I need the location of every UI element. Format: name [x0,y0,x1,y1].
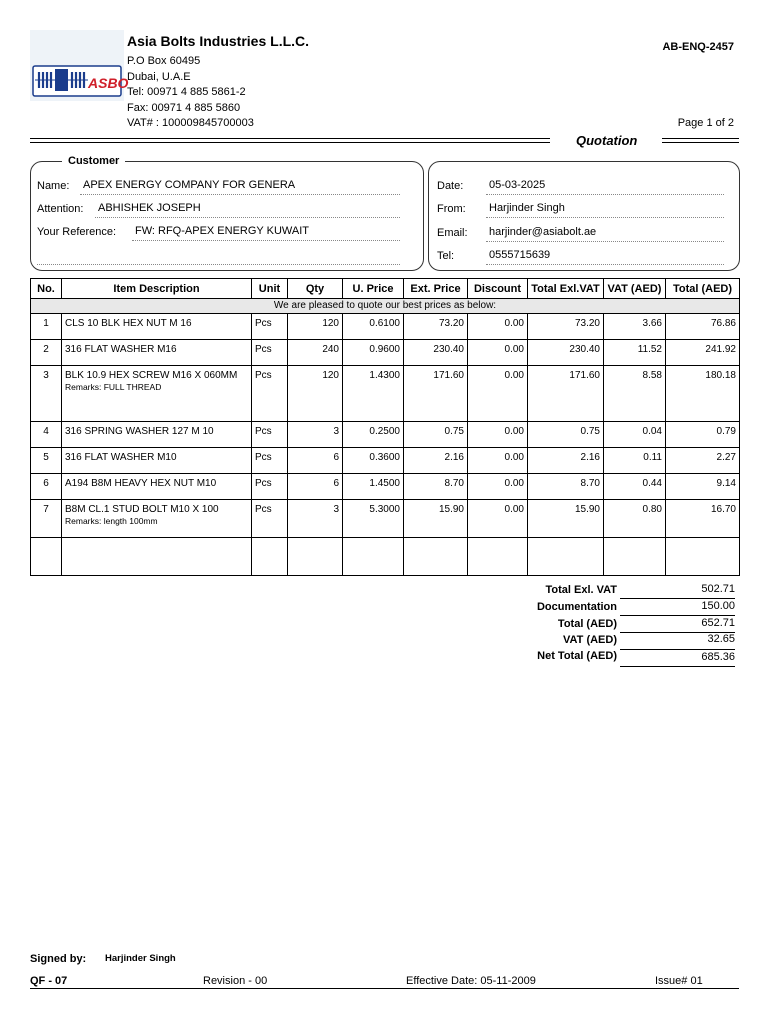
cell-desc [62,366,252,422]
cell-unit [252,448,288,474]
cell-unit [252,422,288,448]
cell-value: 0.00 [504,504,524,515]
documentation-label: Documentation [536,601,617,613]
cell-value: 16.70 [710,504,736,515]
dotted-line [486,217,724,218]
revision: Revision - 00 [203,975,268,987]
cell-ext [404,448,468,474]
cell-unit [252,474,288,500]
cell-ext [404,500,468,538]
cell-exvat [528,314,604,340]
cell-no [31,314,62,340]
cell-total [666,340,740,366]
tel-label: Tel: [437,250,455,262]
items-table [30,278,740,576]
from-label: From: [437,203,466,215]
col-header-qty: Qty [288,279,343,299]
footer-divider [30,988,739,989]
cell-value: Pcs [255,370,272,381]
table-row-empty [31,538,740,576]
cell-exvat [528,500,604,538]
cell-value: 241.92 [705,344,736,355]
date-value: 05-03-2025 [489,179,546,191]
cell-vat [604,422,666,448]
address-line: P.O Box 60495 [127,55,201,67]
table-row [31,422,740,448]
cell-value: 2.16 [580,452,600,463]
cell-no [31,474,62,500]
cell-value: 5 [43,452,49,463]
cell-uprice [343,422,404,448]
cell-no [31,500,62,538]
cell-value: 0.00 [504,370,524,381]
page-indicator: Page 1 of 2 [677,117,734,129]
cell-disc [468,448,528,474]
cell-value: 0.00 [504,452,524,463]
col-header-ext-price: Ext. Price [404,279,468,299]
cell-disc [468,340,528,366]
cell-uprice [343,474,404,500]
table-row [31,340,740,366]
cell-value: 1.4500 [369,478,400,489]
cell-value: 6 [333,452,339,463]
table-row [31,500,740,538]
cell-value: Pcs [255,318,272,329]
cell-value: 3 [43,370,49,381]
cell-total [666,314,740,340]
item-description: 316 SPRING WASHER 127 M 10 [65,426,214,437]
cell-value: 76.86 [710,318,736,329]
cell-qty [288,314,343,340]
totals-divider [620,598,735,599]
empty-cell [604,538,666,576]
cell-value: 5.3000 [369,504,400,515]
cell-value: 0.00 [504,318,524,329]
cell-ext [404,474,468,500]
cell-qty [288,474,343,500]
customer-box [30,161,424,271]
total-aed-value: 652.71 [701,617,735,629]
cell-total [666,500,740,538]
cell-value: 180.18 [705,370,736,381]
table-row [31,474,740,500]
cell-exvat [528,474,604,500]
cell-no [31,448,62,474]
dotted-line [80,194,400,195]
cell-vat [604,474,666,500]
email-value[interactable]: harjinder@asiabolt.ae [489,226,597,238]
attention-label: Attention: [37,203,84,215]
cell-unit [252,366,288,422]
email-label: Email: [437,227,468,239]
attention-value: ABHISHEK JOSEPH [98,202,201,214]
cell-desc [62,500,252,538]
empty-cell [252,538,288,576]
empty-cell [343,538,404,576]
totals-divider [620,615,735,616]
col-header-unit-price: U. Price [343,279,404,299]
cell-value: 8.70 [580,478,600,489]
cell-vat [604,448,666,474]
cell-uprice [343,366,404,422]
dotted-line [37,264,400,265]
document-title: Quotation [576,133,638,148]
cell-vat [604,366,666,422]
cell-value: 2 [43,344,49,355]
cell-value: 3.66 [642,318,662,329]
col-header-unit: Unit [252,279,288,299]
cell-vat [604,340,666,366]
from-value: Harjinder Singh [489,202,565,214]
reference-value: FW: RFQ-APEX ENERGY KUWAIT [135,225,309,237]
cell-value: 230.40 [433,344,464,355]
table-banner: We are pleased to quote our best prices as below: [31,299,740,314]
cell-desc [62,448,252,474]
cell-value: 240 [322,344,339,355]
total-exl-vat-label: Total Exl. VAT [545,584,617,596]
cell-disc [468,366,528,422]
cell-disc [468,422,528,448]
total-aed-label: Total (AED) [557,618,617,630]
cell-value: Pcs [255,478,272,489]
signed-by-label: Signed by: [30,953,87,965]
cell-desc [62,474,252,500]
empty-cell [528,538,604,576]
address-line: Tel: 00971 4 885 5861-2 [127,86,246,98]
cell-total [666,474,740,500]
cell-uprice [343,340,404,366]
cell-desc [62,422,252,448]
cell-unit [252,340,288,366]
cell-qty [288,500,343,538]
cell-value: 8.58 [642,370,662,381]
bolt-logo-icon [30,30,129,101]
svg-text:ASBO: ASBO [88,75,129,91]
empty-cell [31,538,62,576]
address-line: Fax: 00971 4 885 5860 [127,101,241,114]
cell-exvat [528,340,604,366]
item-description: 316 FLAT WASHER M16 [65,344,177,355]
name-label: Name: [37,180,70,192]
cell-ext [404,314,468,340]
item-description: BLK 10.9 HEX SCREW M16 X 060MM [65,370,238,381]
address-line: Dubai, U.A.E [127,70,191,83]
col-header-description: Item Description [62,279,252,299]
dotted-line [95,217,400,218]
table-row [31,448,740,474]
totals-divider [620,649,735,650]
issue-number: Issue# 01 [655,975,703,987]
table-banner-row [31,299,740,314]
table-row [31,366,740,422]
cell-value: 11.52 [637,344,662,355]
cell-value: 15.90 [574,504,600,515]
table-header-row [31,279,740,299]
cell-qty [288,366,343,422]
company-name: Asia Bolts Industries L.L.C. [127,33,310,49]
company-logo [30,30,129,101]
cell-qty [288,422,343,448]
vat-aed-label: VAT (AED) [563,634,617,646]
cell-exvat [528,366,604,422]
cell-value: 15.90 [438,504,464,515]
cell-no [31,422,62,448]
cell-value: 0.75 [444,426,464,437]
reference-label: Your Reference: [37,226,117,238]
customer-legend: Customer [62,155,125,167]
cell-uprice [343,314,404,340]
cell-value: 1.4300 [369,370,400,381]
col-header-total-exl-vat: Total Exl.VAT [528,279,604,299]
cell-value: 0.00 [504,426,524,437]
cell-value: 0.44 [642,478,662,489]
cell-value: Pcs [255,452,272,463]
cell-vat [604,500,666,538]
cell-disc [468,474,528,500]
cell-value: 171.60 [433,370,464,381]
cell-qty [288,448,343,474]
cell-value: 9.14 [716,478,736,489]
address-line: VAT# : 100009845700003 [127,117,254,129]
cell-ext [404,340,468,366]
cell-value: Pcs [255,504,272,515]
cell-value: 0.2500 [369,426,400,437]
item-description: B8M CL.1 STUD BOLT M10 X 100 [65,504,219,515]
empty-cell [62,538,252,576]
cell-value: 0.79 [716,426,736,437]
cell-value: 2.16 [444,452,464,463]
cell-value: 120 [322,370,339,381]
date-label: Date: [437,180,464,192]
cell-desc [62,340,252,366]
signed-by-name: Harjinder Singh [105,953,176,964]
empty-cell [468,538,528,576]
cell-value: 73.20 [574,318,600,329]
cell-value: Pcs [255,426,272,437]
dotted-line [486,264,724,265]
cell-total [666,448,740,474]
vat-aed-value: 32.65 [707,633,735,645]
net-total-value: 685.36 [701,651,735,663]
total-exl-vat-value: 502.71 [701,583,735,595]
net-total-label: Net Total (AED) [537,650,617,662]
cell-total [666,366,740,422]
tel-value: 0555715639 [489,249,551,261]
cell-disc [468,314,528,340]
cell-value: Pcs [255,344,272,355]
cell-value: 0.11 [643,452,662,463]
table-row [31,314,740,340]
cell-value: 2.27 [716,452,736,463]
col-header-no: No. [31,279,62,299]
info-box [428,161,740,271]
cell-vat [604,314,666,340]
cell-value: 4 [43,426,49,437]
divider [30,138,550,139]
company-address [127,54,254,132]
cell-exvat [528,422,604,448]
item-description: CLS 10 BLK HEX NUT M 16 [65,318,192,329]
divider [662,138,739,139]
cell-exvat [528,448,604,474]
totals-divider [620,666,735,667]
document-number: AB-ENQ-2457 [662,41,734,53]
cell-value: 6 [43,478,49,489]
form-code: QF - 07 [30,975,68,987]
empty-cell [404,538,468,576]
divider [30,142,550,143]
col-header-vat: VAT (AED) [604,279,666,299]
cell-value: 8.70 [444,478,464,489]
cell-value: 3 [333,426,339,437]
empty-cell [288,538,343,576]
cell-no [31,366,62,422]
cell-uprice [343,500,404,538]
cell-value: 230.40 [569,344,600,355]
item-description: A194 B8M HEAVY HEX NUT M10 [65,478,217,489]
item-remark: Remarks: FULL THREAD [65,382,162,392]
dotted-line [486,194,724,195]
cell-value: 120 [322,318,339,329]
cell-unit [252,314,288,340]
item-remark: Remarks: length 100mm [65,516,158,526]
col-header-discount: Discount [468,279,528,299]
cell-desc [62,314,252,340]
cell-value: 171.60 [569,370,600,381]
cell-total [666,422,740,448]
col-header-total: Total (AED) [666,279,740,299]
cell-qty [288,340,343,366]
cell-value: 0.6100 [369,318,400,329]
cell-value: 73.20 [438,318,464,329]
cell-no [31,340,62,366]
divider [662,142,739,143]
customer-name: APEX ENERGY COMPANY FOR GENERA [83,179,296,191]
cell-value: 0.00 [504,344,524,355]
documentation-value: 150.00 [701,600,735,612]
cell-value: 0.80 [642,504,662,515]
cell-value: 7 [43,504,49,515]
item-description: 316 FLAT WASHER M10 [65,452,177,463]
cell-disc [468,500,528,538]
cell-value: 6 [333,478,339,489]
cell-ext [404,422,468,448]
empty-cell [666,538,740,576]
cell-value: 0.9600 [369,344,400,355]
cell-value: 3 [333,504,339,515]
cell-value: 0.3600 [369,452,400,463]
cell-value: 0.00 [504,478,524,489]
dotted-line [132,240,400,241]
cell-value: 0.75 [580,426,600,437]
cell-value: 0.04 [642,426,662,437]
dotted-line [486,241,724,242]
cell-ext [404,366,468,422]
effective-date: Effective Date: 05-11-2009 [406,975,536,987]
cell-uprice [343,448,404,474]
cell-unit [252,500,288,538]
cell-value: 1 [43,318,49,329]
